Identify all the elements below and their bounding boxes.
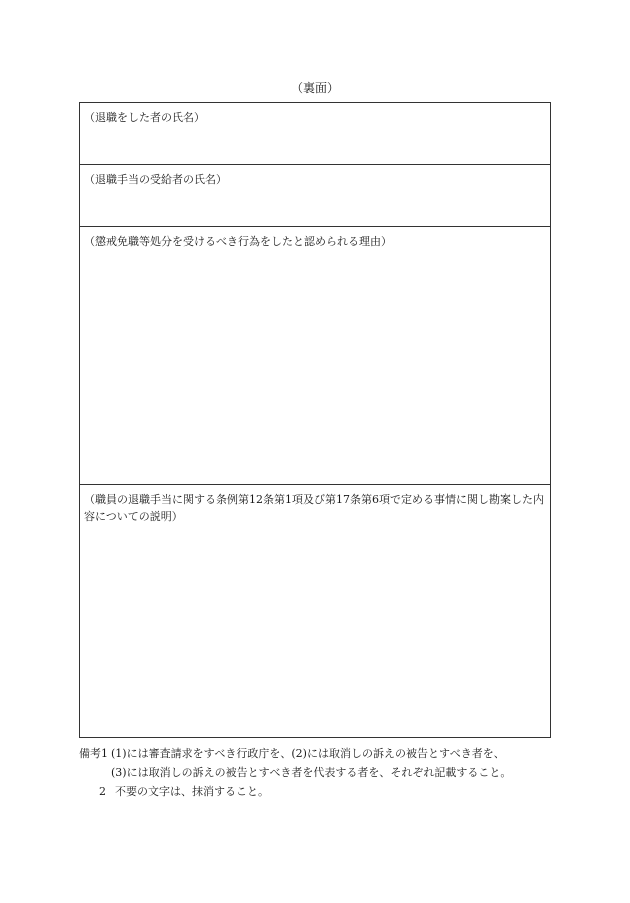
remarks (79, 744, 559, 801)
remark-item-2-number: 2 (99, 785, 106, 798)
remark-item-1-line-1: (1)には審査請求をすべき行政庁を、(2)には取消しの訴えの被告とすべき者を、 (111, 747, 505, 760)
disciplinary-reason-label: （懲戒免職等処分を受けるべき行為をしたと認められる理由） (84, 235, 392, 248)
page-heading: （裏面） (290, 81, 339, 95)
remark-item-2 (79, 782, 559, 801)
considered-circumstances-field[interactable] (80, 485, 550, 737)
disciplinary-reason-field[interactable] (80, 227, 550, 485)
remark-item-2-text: 不要の文字は、抹消すること。 (115, 785, 269, 798)
retiree-name-field[interactable] (80, 103, 550, 165)
considered-circumstances-label: （職員の退職手当に関する条例第12条第1項及び第17条第6項で定める事情に関し勘案した内容についての説明） (84, 493, 544, 523)
recipient-name-label: （退職手当の受給者の氏名） (84, 173, 227, 186)
remark-item-1-continuation (79, 763, 559, 782)
form-table (79, 102, 551, 738)
remark-item-1-line-2: (3)には取消しの訴えの被告とすべき者を代表する者を、それぞれ記載すること。 (111, 766, 512, 779)
retiree-name-label: （退職をした者の氏名） (84, 111, 205, 124)
recipient-name-field[interactable] (80, 165, 550, 227)
remark-item-1 (79, 744, 559, 763)
remarks-title: 備考1 (79, 747, 108, 760)
